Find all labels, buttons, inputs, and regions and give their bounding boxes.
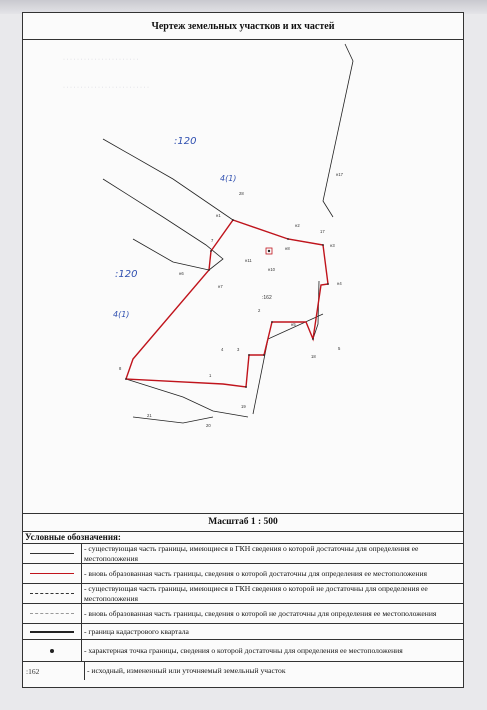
point-label: н17	[336, 172, 343, 177]
legend-text: - исходный, измененный или уточняемый земельный участок	[87, 666, 286, 676]
point-label: н1	[216, 213, 221, 218]
legend-text: - существующая часть границы, имеющиеся в ГКН сведения о которой не достаточны для определения ее местоположения	[84, 584, 428, 603]
vertex-number: 4	[221, 347, 224, 352]
boundary-point	[210, 250, 212, 252]
boundary-point	[322, 244, 324, 246]
legend-row	[23, 662, 463, 680]
legend-text: - характерная точка границы, сведения о которой достаточны для определения ее местоположения	[84, 645, 403, 655]
boundary-point	[208, 269, 210, 271]
legend-symbol-thick-line	[23, 624, 82, 639]
vertex-number: 18	[311, 354, 316, 359]
boundary-point	[125, 378, 127, 380]
legend-symbol-label: :162	[23, 662, 85, 680]
handwritten-annotation: :120	[174, 136, 197, 147]
vertex-number: 19	[241, 404, 246, 409]
parcel-162-boundary	[126, 220, 328, 387]
legend-symbol-dashed-line	[23, 584, 82, 603]
point-label: н8	[285, 246, 290, 251]
vertex-number: 28	[239, 191, 244, 196]
legend-row	[23, 584, 463, 604]
handwritten-annotation: :120	[115, 269, 138, 280]
point-label: н3	[330, 243, 335, 248]
vertex-number: 8	[119, 366, 122, 371]
boundary-point	[245, 386, 247, 388]
neighbor-boundary-line	[253, 314, 323, 414]
sheet-title: Чертеж земельных участков и их частей	[23, 13, 463, 40]
legend-row	[23, 640, 463, 662]
point-label: н2	[295, 223, 300, 228]
neighbor-boundary-line	[103, 139, 233, 220]
boundary-point	[263, 354, 265, 356]
point-label: н6	[179, 271, 184, 276]
vertex-number: 17	[320, 229, 325, 234]
legend-title: Условные обозначения:	[25, 532, 121, 542]
building-marker-icon	[266, 248, 272, 254]
neighbor-boundary-line	[233, 220, 323, 245]
legend-row	[23, 564, 463, 584]
point-label: н11	[245, 258, 252, 263]
legend-row	[23, 604, 463, 624]
legend-text: - граница кадастрового квартала	[84, 626, 189, 636]
legend-text: - вновь образованная часть границы, сведения о которой достаточны для определения ее местоположения	[84, 568, 428, 578]
vertex-number: 1	[209, 373, 212, 378]
legend-table	[23, 543, 463, 680]
boundary-point	[248, 354, 250, 356]
vertex-number: 7	[211, 238, 214, 243]
boundary-point	[271, 321, 273, 323]
legend-symbol-light-dashed-line	[23, 604, 82, 623]
legend-row	[23, 624, 463, 640]
cadastral-drawing-svg	[23, 39, 463, 513]
point-label: н10	[268, 267, 275, 272]
handwritten-annotation: 4(1)	[113, 310, 130, 319]
vertex-number: 20	[206, 423, 211, 428]
point-label: н4	[337, 281, 342, 286]
parcel-label: :162	[262, 295, 272, 301]
legend-symbol-point	[23, 640, 82, 661]
boundary-point	[312, 338, 314, 340]
legend-symbol-red-line	[23, 564, 82, 583]
legend-text: - вновь образованная часть границы, сведения о которой не достаточны для определения ее местоположения	[84, 608, 437, 618]
bleed-through-text: · · · · · · · · · · · · · · · · · · · · · ·	[63, 57, 139, 63]
drawing-sheet	[22, 12, 464, 688]
boundary-point	[327, 283, 329, 285]
neighbor-boundary-line	[133, 239, 209, 270]
vertex-number: 21	[147, 413, 152, 418]
neighbor-boundary-line	[133, 417, 213, 423]
vertex-number: 3	[237, 347, 240, 352]
legend-text: - существующая часть границы, имеющиеся в ГКН сведения о которой достаточны для определения ее местоположения	[84, 544, 419, 563]
legend-symbol-thin-line	[23, 544, 82, 563]
vertex-number: 2	[258, 308, 261, 313]
bleed-through-text: · · · · · · · · · · · · · · · · · · · · · · · · ·	[63, 85, 149, 91]
legend-row	[23, 544, 463, 564]
handwritten-annotation: 4(1)	[220, 174, 237, 183]
point-label: н7	[218, 284, 223, 289]
point-label: н5	[291, 322, 296, 327]
neighbor-boundary-line	[323, 44, 353, 217]
boundary-point	[287, 238, 289, 240]
vertex-number: 5	[338, 346, 341, 351]
boundary-point	[232, 219, 234, 221]
cadastral-drawing-area	[23, 39, 463, 514]
drawing-scale: Масштаб 1 : 500	[23, 513, 463, 532]
